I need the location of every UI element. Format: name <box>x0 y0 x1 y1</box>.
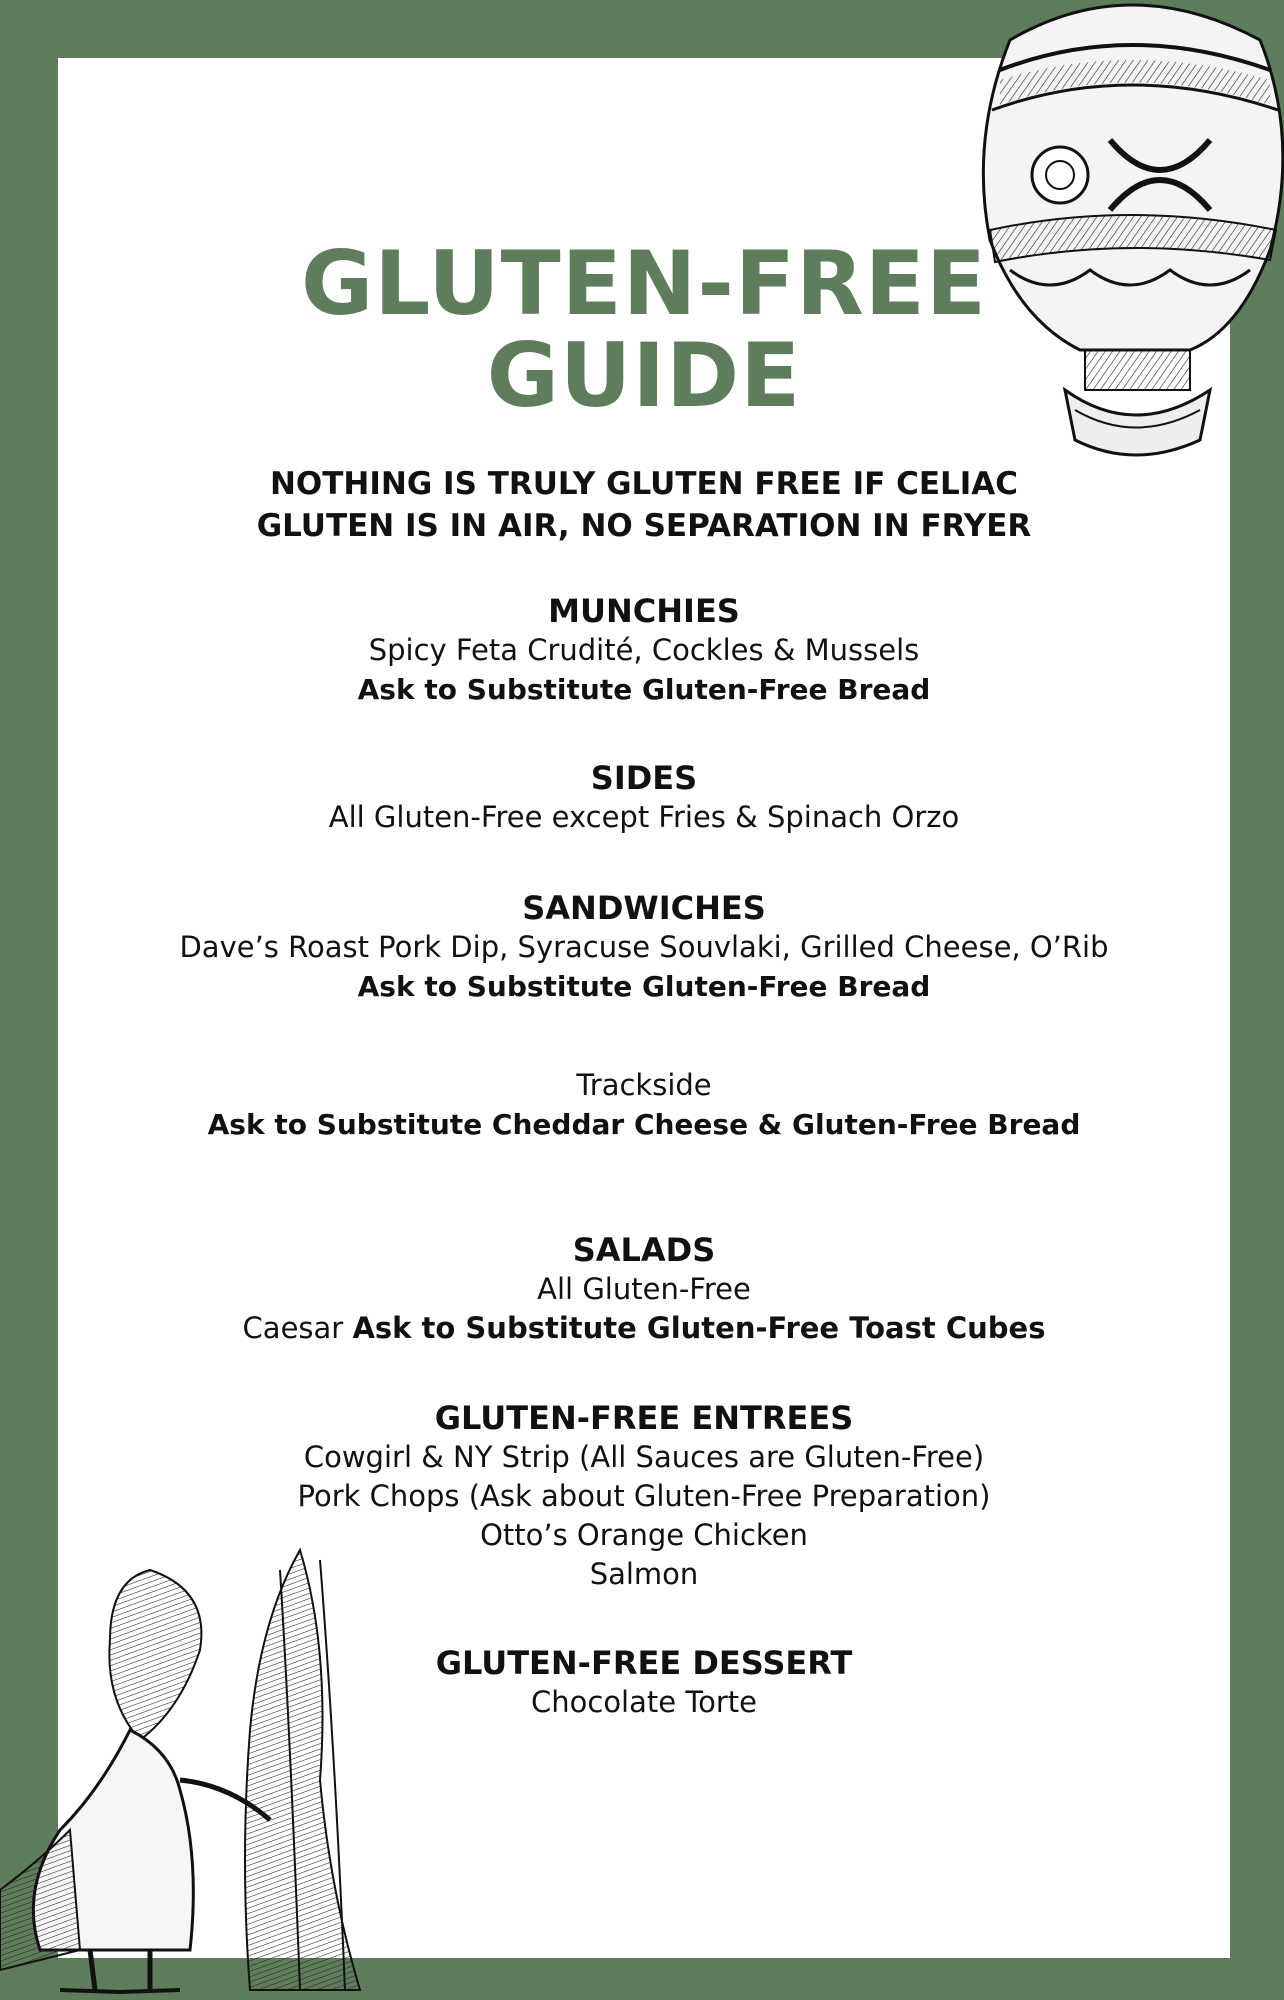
section-sides <box>58 758 1230 837</box>
munchies-items: Spicy Feta Crudité, Cockles & Mussels <box>368 633 920 667</box>
salads-items: All Gluten-Free <box>537 1272 751 1306</box>
sandwiches-note: Ask to Substitute Gluten-Free Bread <box>357 970 931 1003</box>
alice-curtain-illustration <box>0 1530 440 2000</box>
warning-line-2: GLUTEN IS IN AIR, NO SEPARATION IN FRYER <box>256 508 1032 544</box>
warning-line-1: NOTHING IS TRULY GLUTEN FREE IF CELIAC <box>269 466 1019 502</box>
hot-air-balloon-illustration <box>970 0 1284 470</box>
dessert-heading: GLUTEN-FREE DESSERT <box>435 1644 853 1682</box>
section-salads <box>58 1230 1230 1348</box>
dessert-items: Chocolate Torte <box>531 1685 757 1719</box>
celiac-warning <box>58 463 1230 547</box>
entree-item: Salmon <box>589 1557 699 1591</box>
sandwiches-heading: SANDWICHES <box>522 889 766 927</box>
caesar-line <box>58 1309 1230 1348</box>
entree-item: Cowgirl & NY Strip (All Sauces are Gluten-Free) <box>303 1440 985 1474</box>
sides-heading: SIDES <box>590 759 698 797</box>
trackside-item: Trackside <box>576 1068 712 1102</box>
section-trackside <box>58 1066 1230 1144</box>
caesar-item: Caesar <box>242 1311 344 1345</box>
sandwiches-items: Dave’s Roast Pork Dip, Syracuse Souvlaki, Grilled Cheese, O’Rib <box>179 930 1109 964</box>
trackside-note: Ask to Substitute Cheddar Cheese & Gluten-Free Bread <box>207 1108 1081 1141</box>
salads-heading: SALADS <box>572 1231 716 1269</box>
section-munchies <box>58 591 1230 709</box>
title-line-1: GLUTEN-FREE <box>300 232 988 335</box>
entree-item: Otto’s Orange Chicken <box>480 1518 808 1552</box>
sides-items: All Gluten-Free except Fries & Spinach Orzo <box>328 800 960 834</box>
munchies-note: Ask to Substitute Gluten-Free Bread <box>357 673 931 706</box>
section-sandwiches <box>58 888 1230 1006</box>
title-line-2: GUIDE <box>486 324 802 427</box>
munchies-heading: MUNCHIES <box>548 592 740 630</box>
entrees-heading: GLUTEN-FREE ENTREES <box>434 1399 854 1437</box>
caesar-note: Ask to Substitute Gluten-Free Toast Cubes <box>352 1311 1046 1345</box>
entree-item: Pork Chops (Ask about Gluten-Free Preparation) <box>297 1479 991 1513</box>
